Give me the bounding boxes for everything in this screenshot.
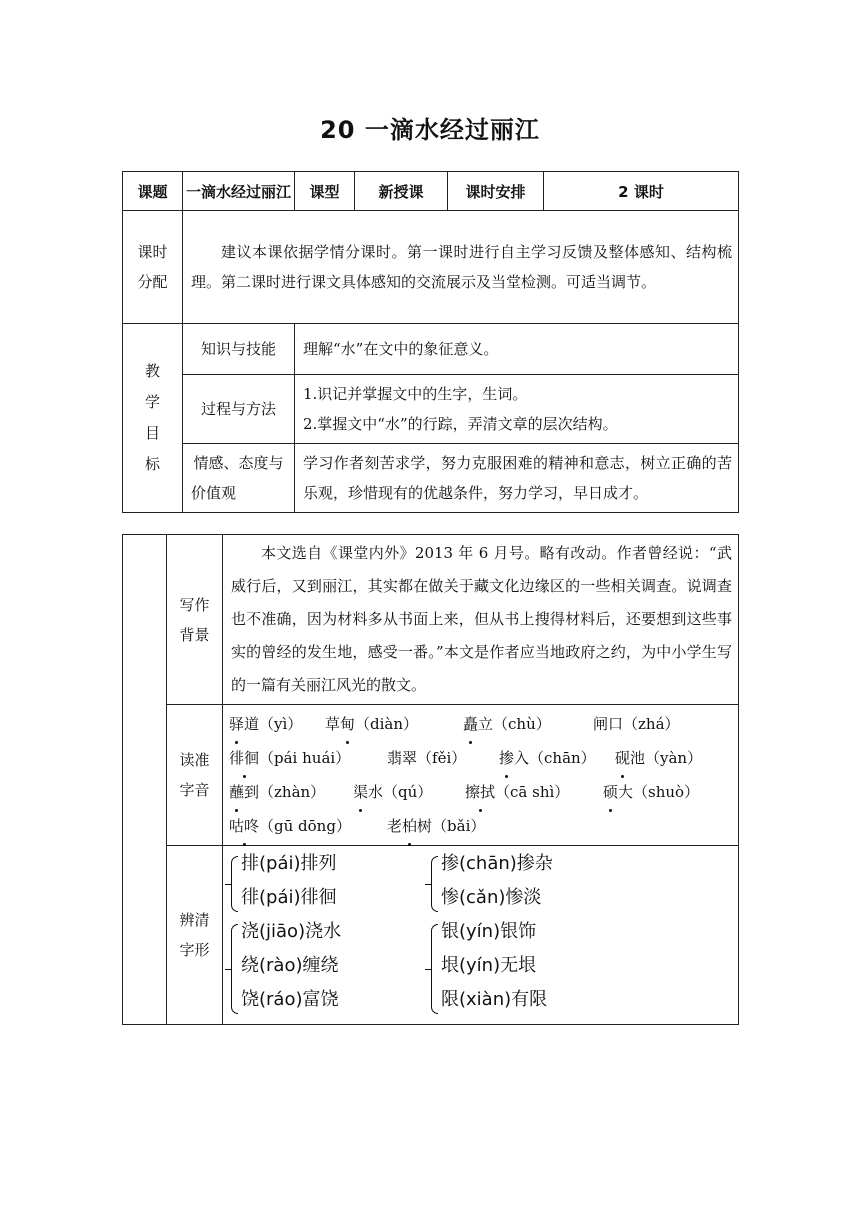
goal-name-knowledge: 知识与技能: [183, 324, 295, 375]
background-row: [123, 535, 739, 705]
pron-item: 掺入（chān）: [497, 741, 611, 775]
forms-row: [123, 846, 739, 1025]
pronunciation-label: 读准 字音: [167, 705, 223, 846]
header-cell-type: 课型: [295, 172, 355, 211]
pron-item: 草甸（diàn）: [311, 707, 453, 741]
char-form-item: 垠(yín)无垠: [441, 955, 537, 976]
pron-item: 徘徊（pái huái）: [229, 741, 377, 775]
pron-item: 驿道（yì）: [229, 707, 311, 741]
pron-item: 翡翠（fěi）: [387, 749, 467, 767]
pronunciation-line: [229, 707, 732, 741]
goal-text-emotion: 学习作者刻苦求学，努力克服困难的精神和意志，树立正确的苦乐观，珍惜现有的优越条件，努力学习，早日成才。: [295, 444, 739, 513]
char-form-item: 银(yín)银饰: [441, 921, 537, 942]
char-form-item: 惨(cǎn)惨淡: [441, 887, 542, 908]
text-study-table: [122, 534, 739, 1025]
forms-label: 辨清 字形: [167, 846, 223, 1025]
char-form-item: 绕(rào)缠绕: [241, 955, 339, 976]
page-title: 20 一滴水经过丽江: [320, 116, 540, 144]
char-form-item: 饶(ráo)富饶: [241, 989, 339, 1010]
pron-item: 矗立（chù）: [453, 707, 581, 741]
header-cell-type-value: 新授课: [355, 172, 448, 211]
char-form-item: 限(xiàn)有限: [441, 989, 548, 1010]
brace-icon: [431, 856, 438, 912]
pronunciation-line: [229, 741, 732, 775]
goal-row-emotion: [123, 444, 739, 513]
pron-item: 咕咚（gū dōng）: [229, 809, 369, 843]
brace-icon: [431, 924, 438, 1014]
brace-icon: [231, 924, 238, 1014]
pron-item: 渠水（qú）: [341, 775, 461, 809]
header-cell-schedule: 课时安排: [448, 172, 544, 211]
header-row: [123, 172, 739, 211]
header-cell-topic: 课题: [123, 172, 183, 211]
pronunciation-line: [229, 775, 732, 809]
brace-icon: [231, 856, 238, 912]
pronunciation-row: [123, 705, 739, 846]
allocation-row: [123, 211, 739, 324]
pron-item: 擦拭（cā shì）: [461, 775, 595, 809]
goal-name-emotion: 情感、态度与 价值观: [183, 444, 295, 513]
allocation-label: 课时 分配: [123, 211, 183, 324]
pronunciation-line: [229, 809, 732, 843]
allocation-text: 建议本课依据学情分课时。第一课时进行自主学习反馈及整体感知、结构梳理。第二课时进行课文具体感知的交流展示及当堂检测。可适当调节。: [183, 211, 739, 324]
char-form-item: 排(pái)排列: [241, 853, 337, 874]
char-form-item: 浇(jiāo)浇水: [241, 921, 342, 942]
pron-item: 蘸到（zhàn）: [229, 775, 341, 809]
blank-column: [123, 535, 167, 1025]
background-label: 写作 背景: [167, 535, 223, 705]
pron-item: 闸口（zhá）: [593, 715, 680, 733]
char-form-item: 掺(chān)掺杂: [441, 853, 553, 874]
forms-list: [223, 846, 739, 1025]
lesson-info-table: [122, 171, 739, 513]
pronunciation-list: [223, 705, 739, 846]
header-cell-schedule-value: 2 课时: [544, 172, 739, 211]
pron-item: 砚池（yàn）: [611, 741, 702, 775]
pron-item: 硕大（shuò）: [595, 775, 699, 809]
goal-text-process: 1.识记并掌握文中的生字，生词。 2.掌握文中“水”的行踪，弄清文章的层次结构。: [295, 375, 739, 444]
pron-item: 老柏树（bǎi）: [369, 809, 485, 843]
goal-row-knowledge: [123, 324, 739, 375]
background-text: 本文选自《课堂内外》2013 年 6 月号。略有改动。作者曾经说：“武威行后，又到丽江，其实都在做关于藏文化边缘区的一些相关调查。说调查也不准确，因为材料多从书面上来，但从书上搜得材料后，还要想到这些事实的曾经的发生地，感受一番。”本文是作者应当地政府之约，为中小学生写的一篇有关丽江风光的散文。: [223, 535, 739, 705]
goals-label: 教 学 目 标: [123, 324, 183, 513]
goal-row-process: [123, 375, 739, 444]
goal-name-process: 过程与方法: [183, 375, 295, 444]
goal-text-knowledge: 理解“水”在文中的象征意义。: [295, 324, 739, 375]
char-form-item: 徘(pái)徘徊: [241, 887, 337, 908]
header-cell-topic-value: 一滴水经过丽江: [183, 172, 295, 211]
